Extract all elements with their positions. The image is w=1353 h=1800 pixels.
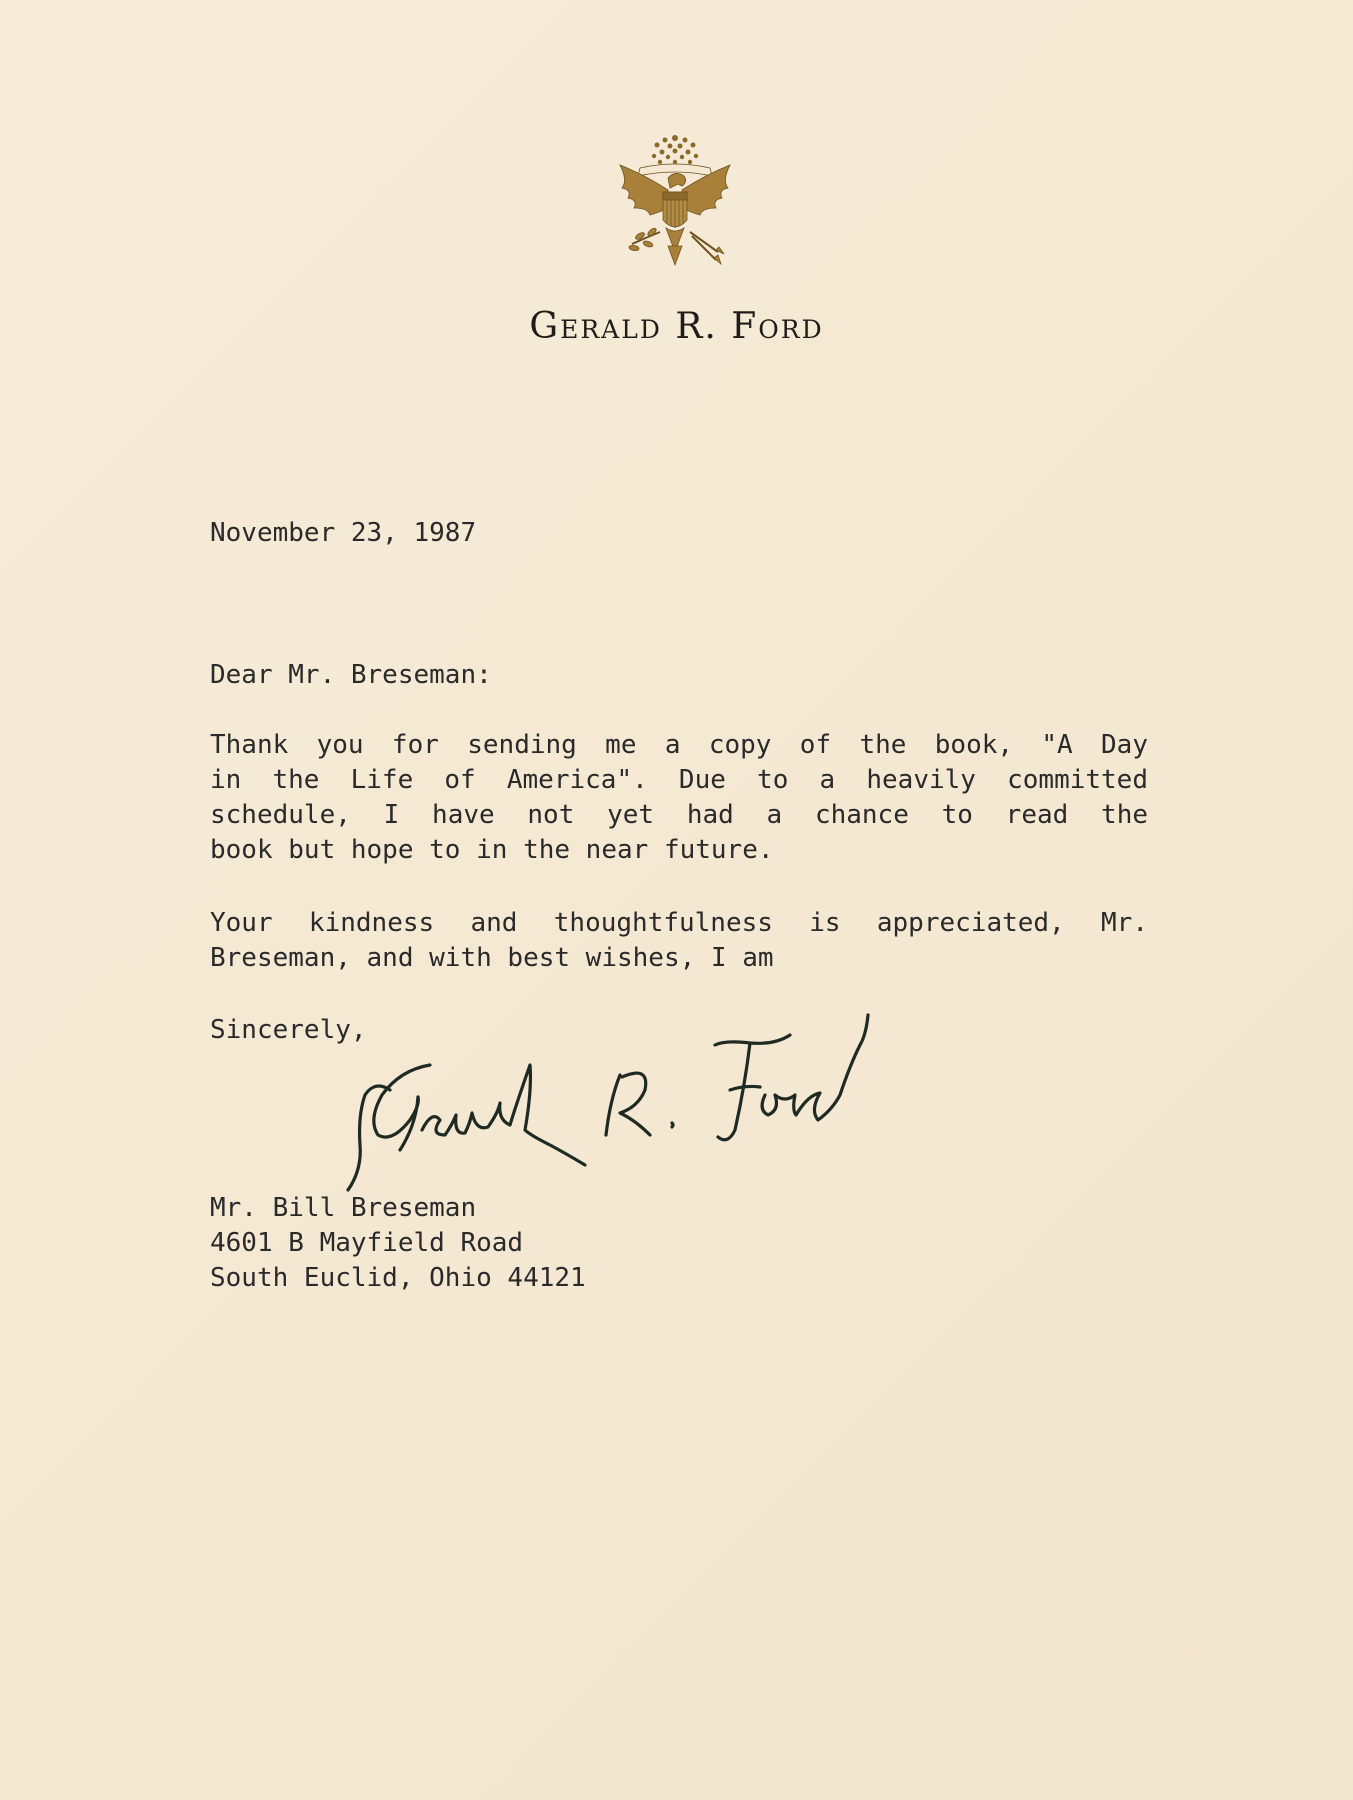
- presidential-seal-icon: [600, 120, 750, 278]
- paragraph2-line: Your kindness and thoughtfulness is appreciated, Mr.: [210, 908, 1148, 938]
- closing: Sincerely,: [210, 1015, 367, 1045]
- recipient-name: Mr. Bill Breseman: [210, 1193, 477, 1223]
- paragraph1-line: book but hope to in the near future.: [210, 835, 774, 865]
- recipient-city: South Euclid, Ohio 44121: [210, 1263, 586, 1293]
- recipient-street: 4601 B Mayfield Road: [210, 1228, 524, 1258]
- paragraph1-line: in the Life of America". Due to a heavily committed: [210, 765, 1148, 795]
- paragraph2-line: Breseman, and with best wishes, I am: [210, 943, 774, 973]
- handwritten-signature: [320, 985, 940, 1205]
- letter-date: November 23, 1987: [210, 518, 477, 548]
- letterhead-name: Gerald R. Ford: [529, 306, 824, 347]
- salutation: Dear Mr. Breseman:: [210, 660, 492, 690]
- paragraph1-line: schedule, I have not yet had a chance to read the: [210, 800, 1148, 830]
- paragraph1-line: Thank you for sending me a copy of the book, "A Day: [210, 730, 1148, 760]
